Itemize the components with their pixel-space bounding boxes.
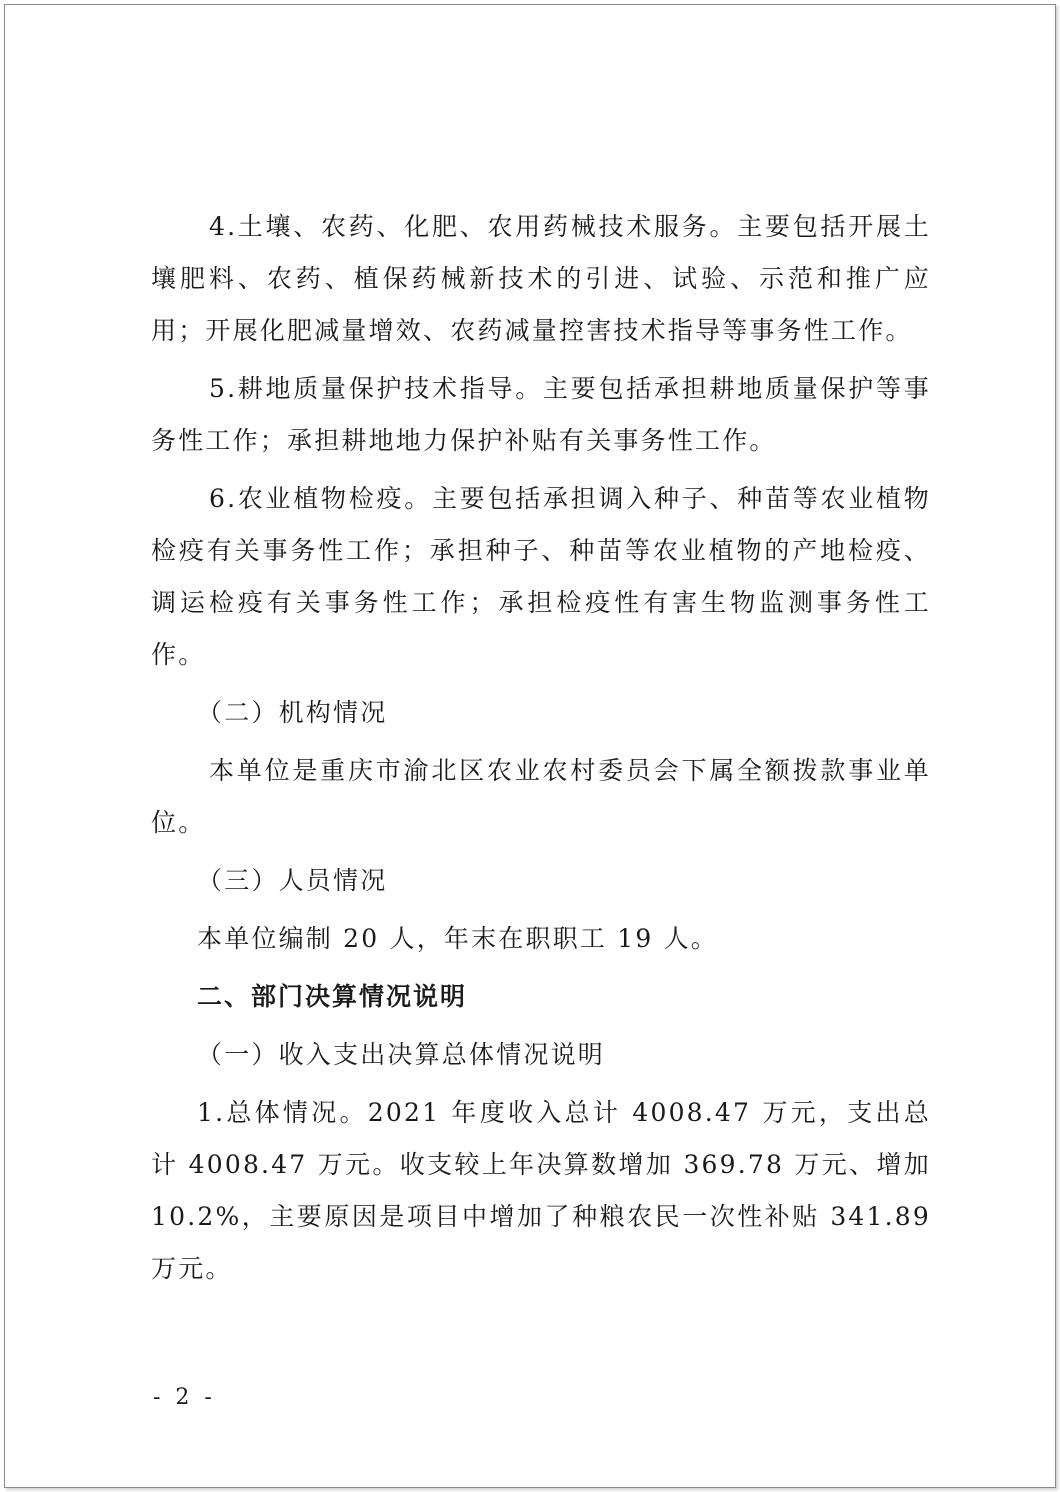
- section-heading-final-accounts: 二、部门决算情况说明: [197, 982, 468, 1011]
- paragraph-overall-situation: 1.总体情况。2021 年度收入总计 4008.47 万元，支出总计 4008.47 万元。收支较上年决算数增加 369.78 万元、增加 10.2%，主要原因是项目中增加了种粮农民一次性补贴 341.89 万元。: [151, 1098, 931, 1283]
- paragraph-item-6: 6.农业植物检疫。主要包括承担调入种子、种苗等农业植物检疫有关事务性工作；承担种子、种苗等农业植物的产地检疫、调运检疫有关事务性工作；承担检疫性有害生物监测事务性工作。: [151, 484, 931, 669]
- page-number: - 2 -: [153, 1385, 216, 1410]
- section-heading-staff: （三）人员情况: [197, 866, 388, 895]
- paragraph-organization: 本单位是重庆市渝北区农业农村委员会下属全额拨款事业单位。: [151, 756, 931, 837]
- subsection-heading-income-expense: （一）收入支出决算总体情况说明: [197, 1040, 606, 1069]
- paragraph-item-5: 5.耕地质量保护技术指导。主要包括承担耕地质量保护等事务性工作；承担耕地地力保护补贴有关事务性工作。: [151, 374, 931, 455]
- paragraph-staff: 本单位编制 20 人，年末在职职工 19 人。: [197, 924, 719, 953]
- document-body: [151, 201, 931, 1295]
- paragraph-item-4: 4.土壤、农药、化肥、农用药械技术服务。主要包括开展土壤肥料、农药、植保药械新技术的引进、试验、示范和推广应用；开展化肥减量增效、农药减量控害技术指导等事务性工作。: [151, 212, 931, 345]
- document-page: [4, 4, 1056, 1488]
- section-heading-organization: （二）机构情况: [197, 698, 388, 727]
